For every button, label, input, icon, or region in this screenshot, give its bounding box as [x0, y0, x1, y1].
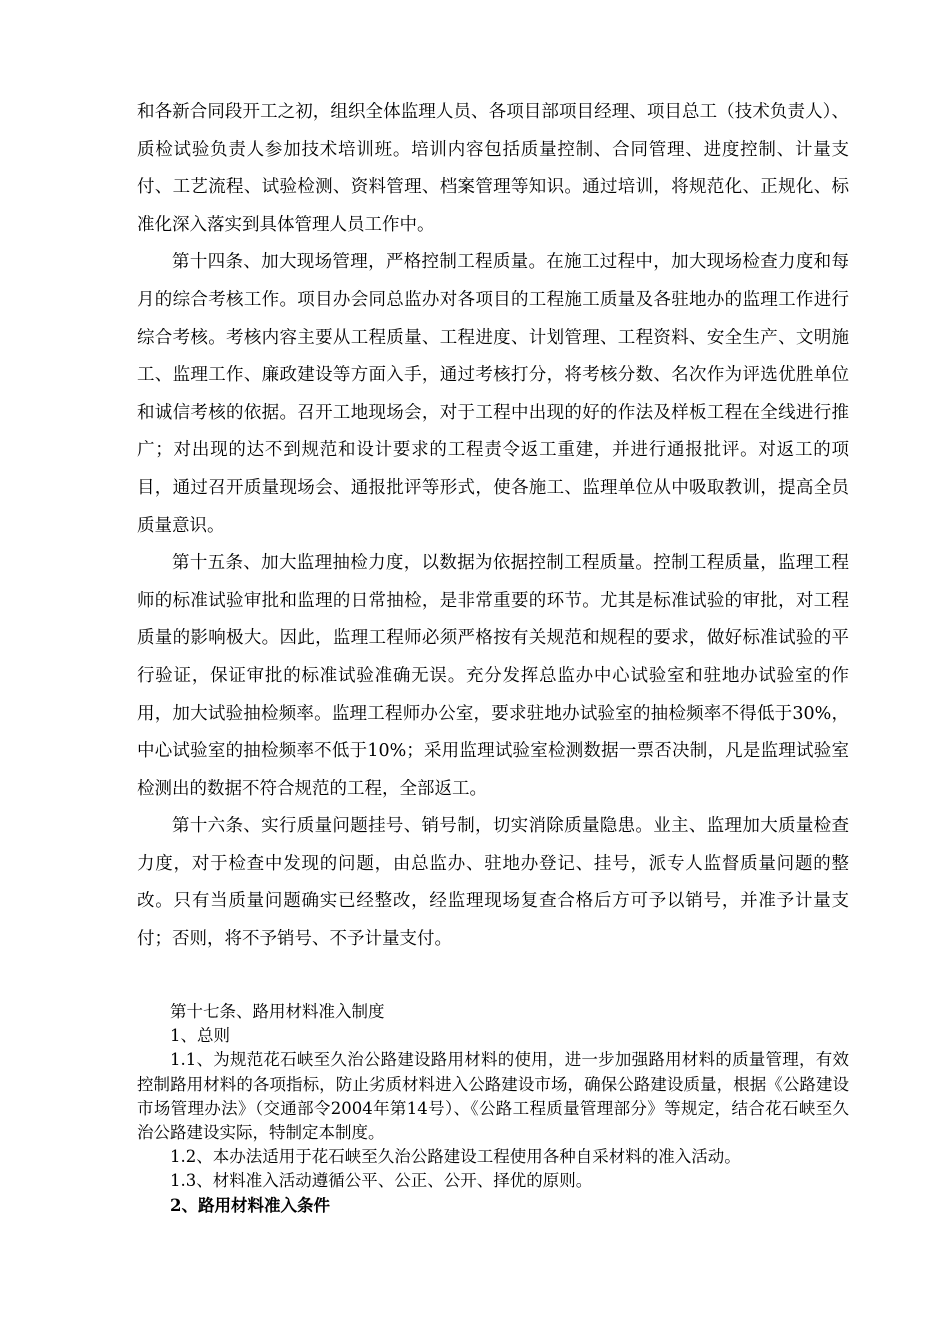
paragraph-article-16: 第十六条、实行质量问题挂号、销号制，切实消除质量隐患。业主、监理加大质量检查力度，对于检查中发现的问题，由总监办、驻地办登记、挂号，派专人监督质量问题的整改。只有当质量问题确实已经整改，经监理现场复查合格后方可予以销号，并准予计量支付；否则，将不予销号、不予计量支付。 [137, 816, 849, 950]
clause-1-1: 1.1、为规范花石峡至久治公路建设路用材料的使用，进一步加强路用材料的质量管理，有效控制路用材料的各项指标，防止劣质材料进入公路建设市场，确保公路建设质量，根据《公路建设市场管理办法》（交通部令2004年第14号）、《公路工程质量管理部分》等规定，结合花石峡至久治公路建设实际，特制定本制度。 [137, 1050, 849, 1143]
clause-1-2: 1.2、本办法适用于花石峡至久治公路建设工程使用各种自采材料的准入活动。 [170, 1147, 741, 1167]
body-text-loose [137, 94, 849, 959]
section-heading-admission-conditions: 2、路用材料准入条件 [170, 1195, 330, 1215]
clause-1-3: 1.3、材料准入活动遵循公平、公正、公开、择优的原则。 [170, 1171, 593, 1191]
section-heading-general: 1、总则 [170, 1026, 230, 1046]
paragraph-article-14: 第十四条、加大现场管理，严格控制工程质量。在施工过程中，加大现场检查力度和每月的综合考核工作。项目办会同总监办对各项目的工程施工质量及各驻地办的监理工作进行综合考核。考核内容主要从工程质量、工程进度、计划管理、工程资料、安全生产、文明施工、监理工作、廉政建设等方面入手，通过考核打分，将考核分数、名次作为评选优胜单位和诚信考核的依据。召开工地现场会，对于工程中出现的好的作法及样板工程在全线进行推广；对出现的达不到规范和设计要求的工程责令返工重建，并进行通报批评。对返工的项目，通过召开质量现场会、通报批评等形式，使各施工、监理单位从中吸取教训，提高全员质量意识。 [137, 252, 849, 536]
paragraph-training: 和各新合同段开工之初，组织全体监理人员、各项目部项目经理、项目总工（技术负责人）、质检试验负责人参加技术培训班。培训内容包括质量控制、合同管理、进度控制、计量支付、工艺流程、试验检测、资料管理、档案管理等知识。通过培训，将规范化、正规化、标准化深入落实到具体管理人员工作中。 [137, 102, 849, 235]
paragraph-article-15: 第十五条、加大监理抽检力度，以数据为依据控制工程质量。控制工程质量，监理工程师的标准试验审批和监理的日常抽检，是非常重要的环节。尤其是标准试验的审批，对工程质量的影响极大。因此，监理工程师必须严格按有关规范和规程的要求，做好标准试验的平行验证，保证审批的标准试验准确无误。充分发挥总监办中心试验室和驻地办试验室的作用，加大试验抽检频率。监理工程师办公室，要求驻地办试验室的抽检频率不得低于30%，中心试验室的抽检频率不低于10%；采用监理试验室检测数据一票否决制，凡是监理试验室检测出的数据不符合规范的工程，全部返工。 [137, 553, 849, 799]
body-text-tight [137, 1000, 849, 1218]
paragraph-article-17-title: 第十七条、路用材料准入制度 [170, 1002, 385, 1021]
